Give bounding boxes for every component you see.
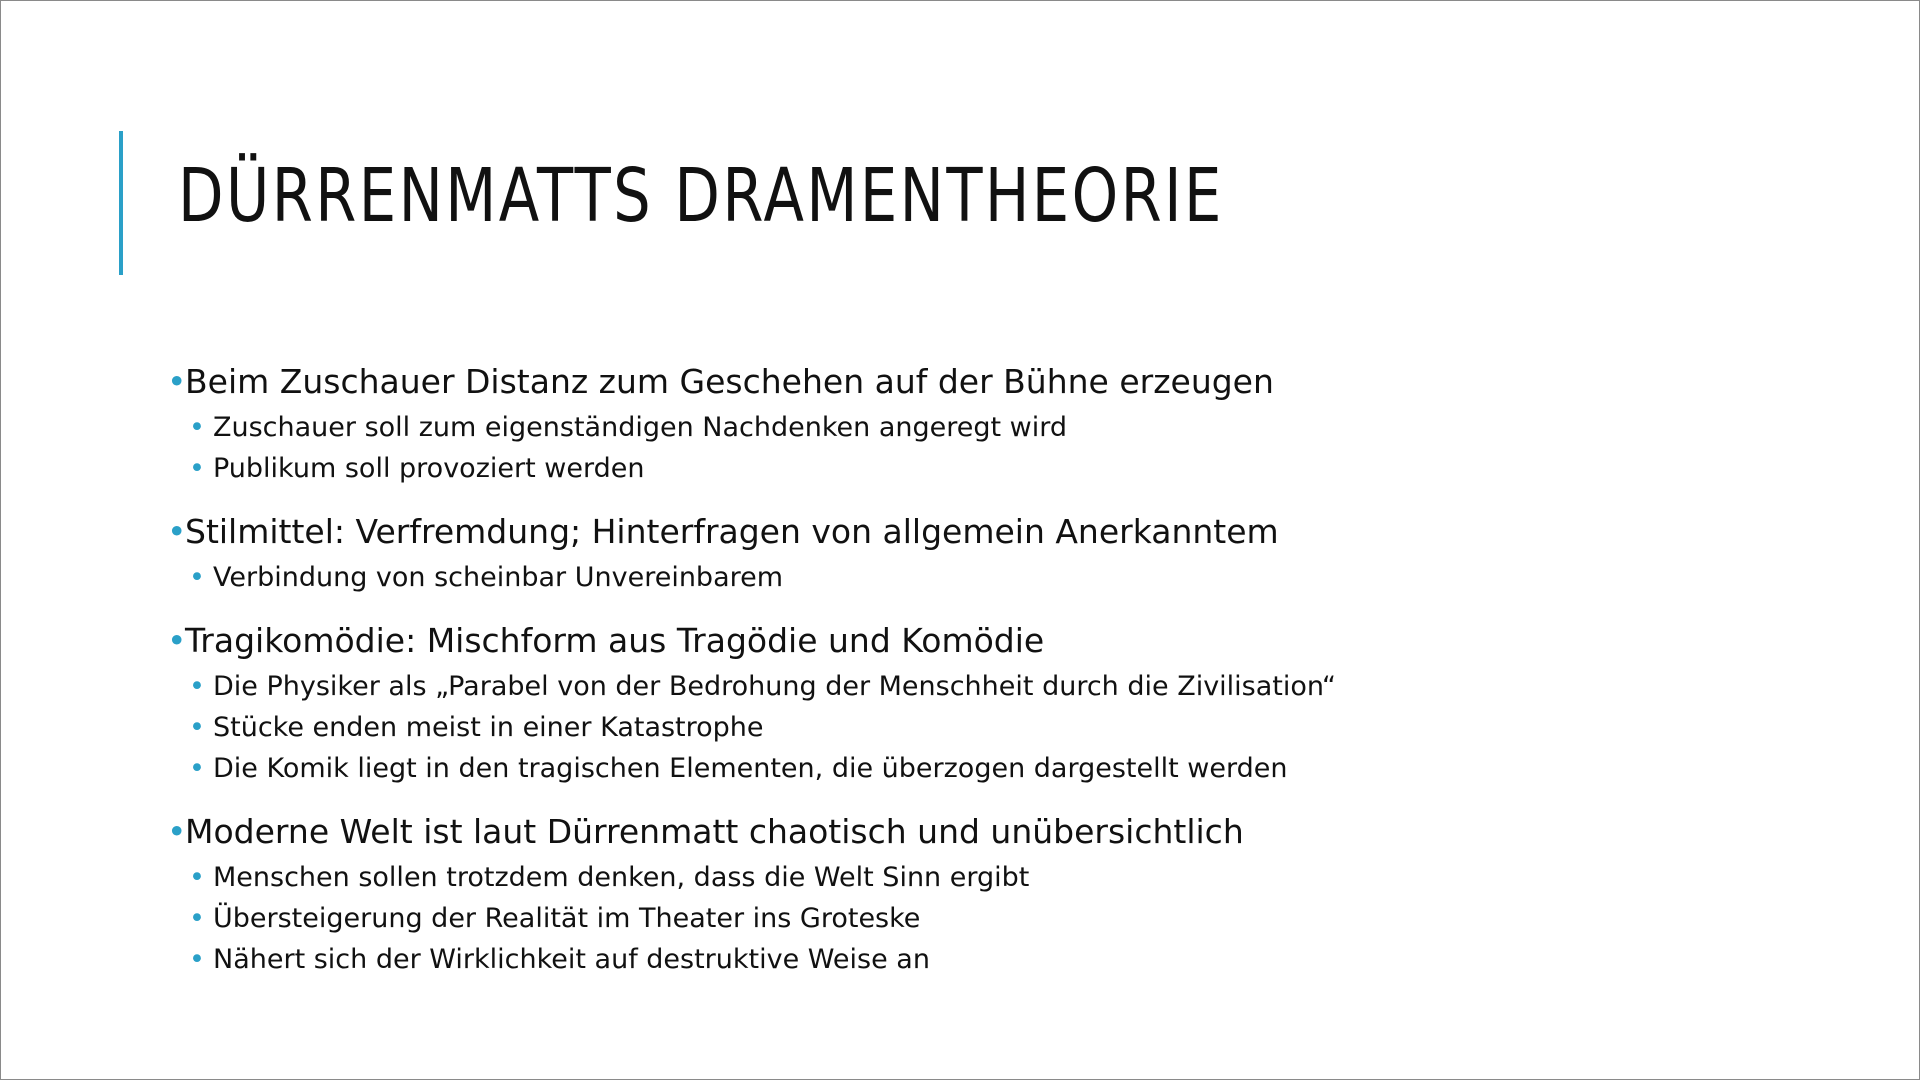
main-bullet xyxy=(167,807,1767,857)
bullet-dot-icon: • xyxy=(189,412,205,443)
sub-bullet xyxy=(189,898,1767,939)
title-accent-bar xyxy=(119,131,123,275)
main-bullet xyxy=(167,616,1767,666)
sub-bullet-text: Publikum soll provoziert werden xyxy=(213,453,645,484)
slide-content xyxy=(167,357,1767,998)
slide-title: DÜRRENMATTS DRAMENTHEORIE xyxy=(178,153,1224,239)
bullet-dot-icon: • xyxy=(189,562,205,593)
bullet-dot-icon: • xyxy=(167,621,187,660)
sub-bullet-list xyxy=(167,666,1767,789)
bullet-dot-icon: • xyxy=(189,862,205,893)
bullet-dot-icon: • xyxy=(189,944,205,975)
sub-bullet-text: Übersteigerung der Realität im Theater ins Groteske xyxy=(213,903,921,934)
sub-bullet xyxy=(189,666,1767,707)
sub-bullet-text: Stücke enden meist in einer Katastrophe xyxy=(213,712,764,743)
main-bullet-text: Moderne Welt ist laut Dürrenmatt chaotisch und unübersichtlich xyxy=(185,812,1244,851)
sub-bullet xyxy=(189,557,1767,598)
bullet-dot-icon: • xyxy=(189,712,205,743)
bullet-group xyxy=(167,616,1767,789)
bullet-dot-icon: • xyxy=(167,512,187,551)
main-bullet xyxy=(167,507,1767,557)
main-bullet-text: Beim Zuschauer Distanz zum Geschehen auf der Bühne erzeugen xyxy=(185,362,1274,401)
sub-bullet-text: Menschen sollen trotzdem denken, dass die Welt Sinn ergibt xyxy=(213,862,1030,893)
bullet-dot-icon: • xyxy=(189,453,205,484)
bullet-dot-icon: • xyxy=(167,812,187,851)
sub-bullet-list xyxy=(167,557,1767,598)
sub-bullet-text: Nähert sich der Wirklichkeit auf destruktive Weise an xyxy=(213,944,930,975)
main-bullet xyxy=(167,357,1767,407)
sub-bullet xyxy=(189,407,1767,448)
sub-bullet-text: Verbindung von scheinbar Unvereinbarem xyxy=(213,562,784,593)
bullet-group xyxy=(167,807,1767,980)
bullet-dot-icon: • xyxy=(189,671,205,702)
main-bullet-text: Stilmittel: Verfremdung; Hinterfragen von allgemein Anerkanntem xyxy=(185,512,1279,551)
bullet-dot-icon: • xyxy=(189,903,205,934)
sub-bullet-text: Zuschauer soll zum eigenständigen Nachdenken angeregt wird xyxy=(213,412,1068,443)
sub-bullet-list xyxy=(167,407,1767,489)
bullet-dot-icon: • xyxy=(167,362,187,401)
sub-bullet-text: Die Komik liegt in den tragischen Elementen, die überzogen dargestellt werden xyxy=(213,753,1288,784)
sub-bullet xyxy=(189,707,1767,748)
sub-bullet-text: Die Physiker als „Parabel von der Bedrohung der Menschheit durch die Zivilisation“ xyxy=(213,671,1337,702)
sub-bullet-list xyxy=(167,857,1767,980)
main-bullet-text: Tragikomödie: Mischform aus Tragödie und Komödie xyxy=(185,621,1045,660)
bullet-dot-icon: • xyxy=(189,753,205,784)
sub-bullet xyxy=(189,748,1767,789)
sub-bullet xyxy=(189,448,1767,489)
sub-bullet xyxy=(189,939,1767,980)
sub-bullet xyxy=(189,857,1767,898)
bullet-group xyxy=(167,357,1767,489)
bullet-group xyxy=(167,507,1767,598)
